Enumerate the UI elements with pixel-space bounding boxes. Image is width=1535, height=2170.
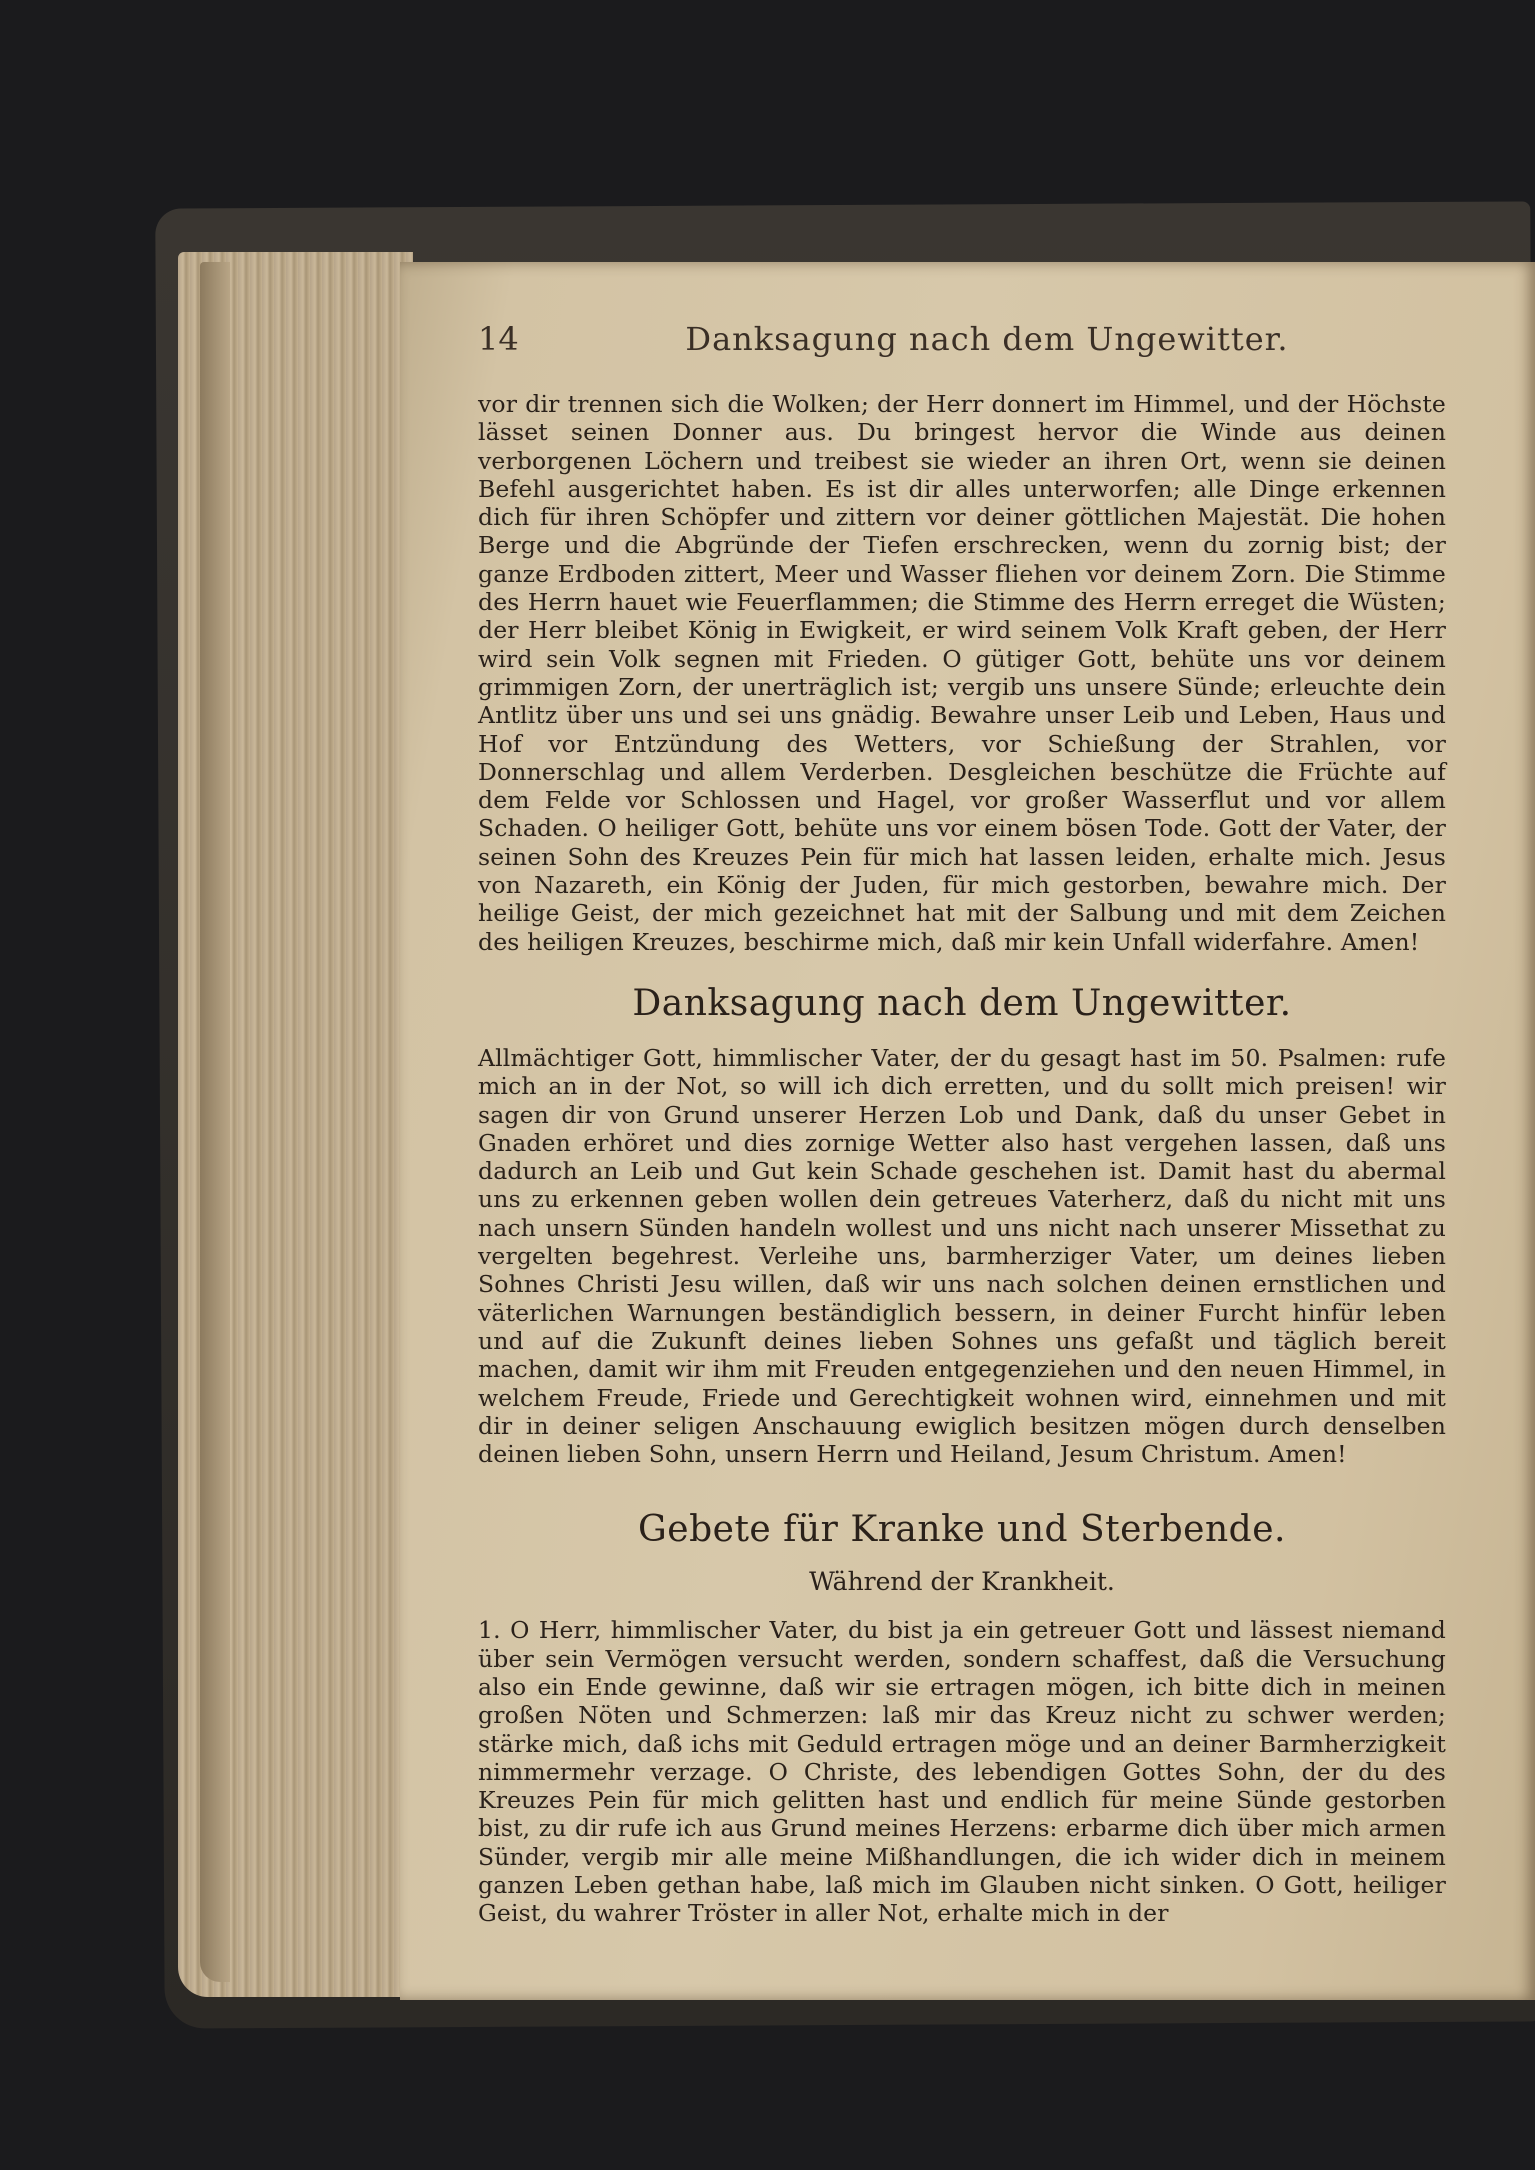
- page-content: [478, 320, 1446, 1928]
- prayer-paragraph-thanksgiving: Allmächtiger Gott, himmlischer Vater, der du gesagt hast im 50. Psalmen: rufe mich an in der Not, so will ich dich erretten, und du sollt mich preisen! wir sagen dir von Grund unserer Herzen Lob und Dank, daß du unser Gebet in Gnaden erhöret und dies zornige Wetter also hast vergehen lassen, daß uns dadurch an Leib und Gut kein Schade geschehen ist. Damit hast du abermal uns zu erkennen geben wollen dein getreues Vaterherz, daß du nicht mit uns nach unsern Sünden handeln wollest und uns nicht nach unserer Missethat zu vergelten begehrest. Verleihe uns, barmherziger Vater, um deines lieben Sohnes Christi Jesu willen, daß wir uns nach solchen deinen ernstlichen und väterlichen Warnungen beständiglich bessern, in deiner Furcht hinfür leben und auf die Zukunft deines lieben Sohnes uns gefaßt und täglich bereit machen, damit wir ihm mit Freuden entgegenziehen und den neuen Himmel, in welchem Freude, Friede und Gerechtigkeit wohnen wird, einnehmen und mit dir in deiner seligen Anschauung ewiglich besitzen mögen durch denselben deinen lieben Sohn, unsern Herrn und Heiland, Jesum Christum. Amen!: [478, 1043, 1446, 1469]
- section-title-sick-and-dying: Gebete für Kranke und Sterbende.: [638, 1509, 1286, 1551]
- section-title-thanksgiving: Danksagung nach dem Ungewitter.: [632, 982, 1292, 1024]
- prayer-paragraph-continued: vor dir trennen sich die Wolken; der Herr donnert im Himmel, und der Höchste lässet seinen Donner aus. Du bringest hervor die Winde aus deinen verborgenen Löchern und treibest sie wieder an ihren Ort, wenn sie deinen Befehl ausgerichtet haben. Es ist dir alles unterworfen; alle Dinge erkennen dich für ihren Schöpfer und zittern vor deiner göttlichen Majestät. Die hohen Berge und die Abgründe der Tiefen erschrecken, wenn du zornig bist; der ganze Erdboden zittert, Meer und Wasser fliehen vor deinem Zorn. Die Stimme des Herrn hauet wie Feuerflammen; die Stimme des Herrn erreget die Wüsten; der Herr bleibet König in Ewigkeit, er wird seinem Volk Kraft geben, der Herr wird sein Volk segnen mit Frieden. O gütiger Gott, behüte uns vor deinem grimmigen Zorn, der unerträglich ist; vergib uns unsere Sünde; erleuchte dein Antlitz über uns und sei uns gnädig. Bewahre unser Leib und Leben, Haus und Hof vor Entzündung des Wetters, vor Schießung der Strahlen, vor Donnerschlag und allem Verderben. Desgleichen beschütze die Früchte auf dem Felde vor Schlossen und Hagel, vor großer Wasserflut und vor allem Schaden. O heiliger Gott, behüte uns vor einem bösen Tode. Gott der Vater, der seinen Sohn des Kreuzes Pein für mich hat lassen leiden, erhalte mich. Jesus von Nazareth, ein König der Juden, für mich gestorben, bewahre mich. Der heilige Geist, der mich gezeichnet hat mit der Salbung und mit dem Zeichen des heiligen Kreuzes, beschirme mich, daß mir kein Unfall widerfahre. Amen!: [478, 390, 1446, 956]
- page-stack-shadow: [200, 262, 230, 1982]
- page-number: 14: [478, 320, 519, 358]
- running-head: [478, 320, 1446, 368]
- section-subtitle-illness: Während der Krankheit.: [809, 1567, 1115, 1597]
- running-title: Danksagung nach dem Ungewitter.: [685, 320, 1289, 358]
- prayer-paragraph-numbered: 1. O Herr, himmlischer Vater, du bist ja ein getreuer Gott und lässest niemand über sein Vermögen versucht werden, sondern schaffest, daß die Versuchung also ein Ende gewinne, daß wir sie ertragen mögen, ich bitte dich in meinen großen Nöten und Schmerzen: laß mir das Kreuz nicht zu schwer werden; stärke mich, daß ichs mit Geduld ertragen möge und an deiner Barmherzigkeit nimmermehr verzage. O Christe, des lebendigen Gottes Sohn, der du des Kreuzes Pein für mich gelitten hast und endlich für meine Sünde gestorben bist, zu dir rufe ich aus Grund meines Herzens: erbarme dich über mich armen Sünder, vergib mir alle meine Mißhandlungen, die ich wider dich in meinem ganzen Leben gethan habe, laß mich im Glauben nicht sinken. O Gott, heiliger Geist, du wahrer Tröster in aller Not, erhalte mich in der: [478, 1616, 1446, 1928]
